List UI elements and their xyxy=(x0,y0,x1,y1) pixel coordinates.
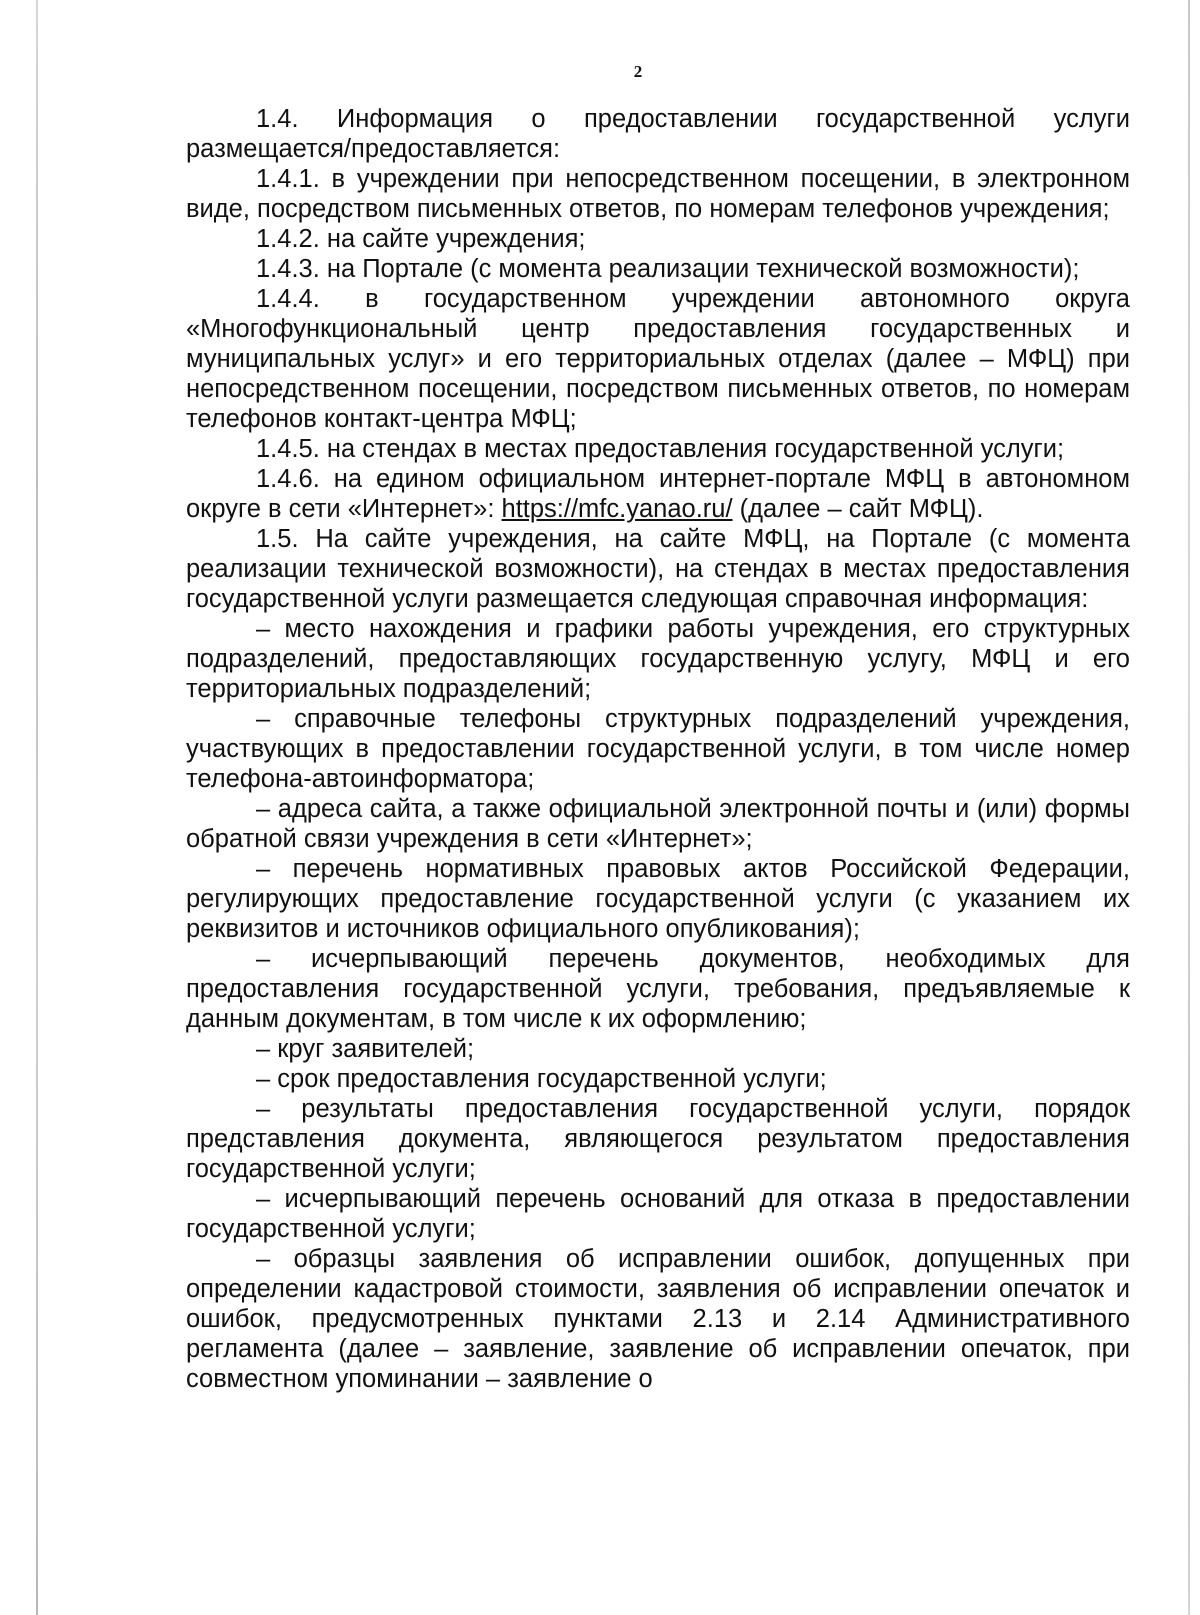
paragraph-1-4-6-text: 1.4.6. на едином официальном интернет-портале МФЦ в автономном округе в сети «Интернет»: xyxy=(186,465,1130,523)
list-item-location-schedule: – место нахождения и графики работы учреждения, его структурных подразделений, предоставляющих государственную услугу, МФЦ и его территориальных подразделений; xyxy=(186,615,1130,703)
paragraph-1-4-1: 1.4.1. в учреждении при непосредственном посещении, в электронном виде, посредством письменных ответов, по номерам телефонов учреждения; xyxy=(186,165,1130,223)
paragraph-1-4-6 xyxy=(186,464,1130,524)
paragraph-1-4-6-tail: (далее – сайт МФЦ). xyxy=(732,495,984,523)
list-item-applicants: – круг заявителей; xyxy=(256,1035,475,1063)
list-item-results: – результаты предоставления государственной услуги, порядок представления документа, являющегося результатом предоставления государственной услуги; xyxy=(186,1095,1130,1183)
paragraph-1-4-3: 1.4.3. на Портале (с момента реализации технической возможности); xyxy=(256,255,1080,283)
paragraph-1-5: 1.5. На сайте учреждения, на сайте МФЦ, на Портале (с момента реализации технической возможности), на стендах в местах предоставления государственной услуги размещается следующая справочная информация: xyxy=(186,525,1130,613)
page-number: 2 xyxy=(633,62,643,81)
list-item-legal-acts: – перечень нормативных правовых актов Российской Федерации, регулирующих предоставление государственной услуги (с указанием их реквизитов и источников официального опубликования); xyxy=(186,855,1130,943)
paragraph-1-4-4: 1.4.4. в государственном учреждении автономного округа «Многофункциональный центр предоставления государственных и муниципальных услуг» и его территориальных отделах (далее – МФЦ) при непосредственном посещении, посредством письменных ответов, по номерам телефонов контакт-центра МФЦ; xyxy=(186,285,1130,433)
list-item-site-address: – адреса сайта, а также официальной электронной почты и (или) формы обратной связи учреждения в сети «Интернет»; xyxy=(186,795,1130,853)
list-item-term: – срок предоставления государственной услуги; xyxy=(256,1065,827,1093)
paragraph-1-4-5: 1.4.5. на стендах в местах предоставления государственной услуги; xyxy=(256,435,1065,463)
paragraph-1-4: 1.4. Информация о предоставлении государственной услуги размещается/предоставляется: xyxy=(186,105,1130,163)
list-item-phones: – справочные телефоны структурных подразделений учреждения, участвующих в предоставлении государственной услуги, в том числе номер телефона-автоинформатора; xyxy=(186,705,1130,793)
scan-left-edge xyxy=(36,0,38,1615)
scan-right-edge xyxy=(1188,0,1190,1615)
document-body xyxy=(186,104,1130,1394)
list-item-refusal-grounds: – исчерпывающий перечень оснований для отказа в предоставлении государственной услуги; xyxy=(186,1185,1130,1243)
mfc-website-link[interactable]: https://mfc.yanao.ru/ xyxy=(501,495,733,523)
paragraph-1-4-2: 1.4.2. на сайте учреждения; xyxy=(256,225,586,253)
list-item-sample-forms: – образцы заявления об исправлении ошибок, допущенных при определении кадастровой стоимости, заявления об исправлении опечаток и ошибок, предусмотренных пунктами 2.13 и 2.14 Административного регламента (далее – заявление, заявление об исправлении опечаток, при совместном упоминании – заявление о xyxy=(186,1245,1130,1393)
list-item-documents: – исчерпывающий перечень документов, необходимых для предоставления государственной услуги, требования, предъявляемые к данным документам, в том числе к их оформлению; xyxy=(186,945,1130,1033)
